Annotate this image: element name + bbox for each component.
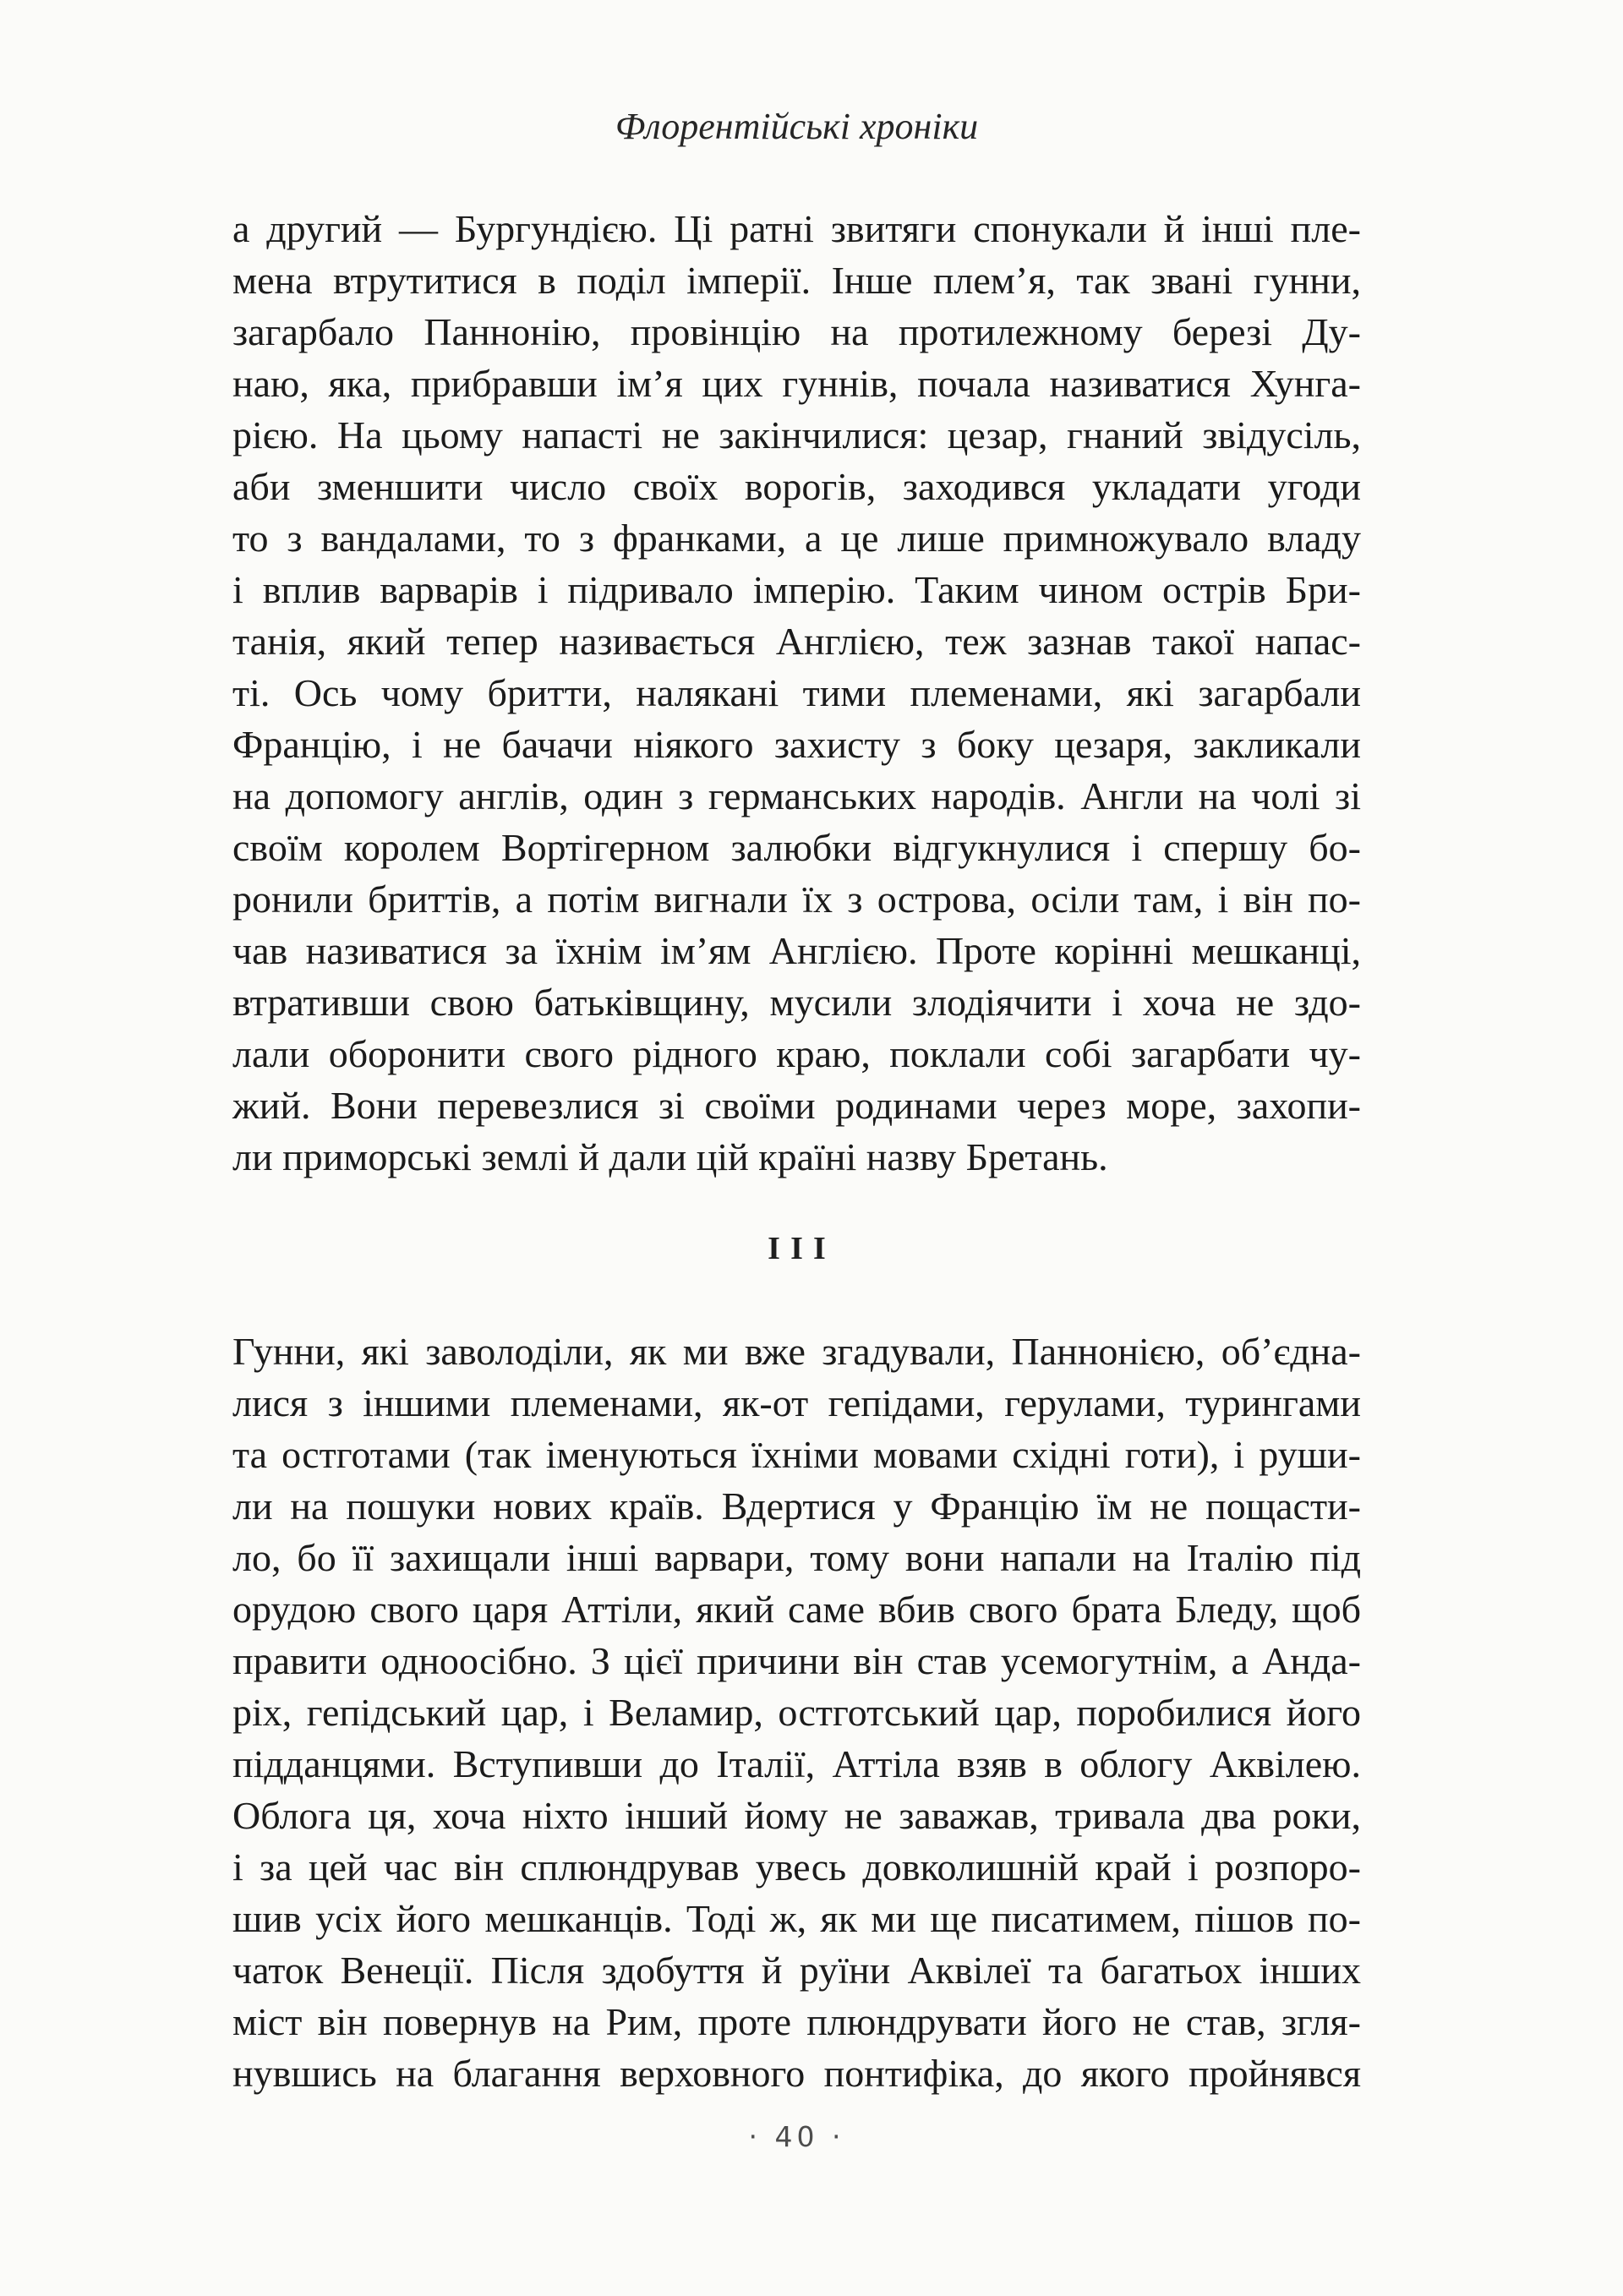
running-header: Флорентійські хроніки xyxy=(615,106,979,147)
text-line: міст він повернув на Рим, проте плюндрувати його не став, згля- xyxy=(232,2000,1361,2043)
text-line: ло, бо її захищали інші варвари, тому вони напали на Італію під xyxy=(232,1536,1361,1579)
text-line: чаток Венеції. Після здобуття й руїни Аквілеї та багатьох інших xyxy=(232,1949,1361,1992)
text-line: Облога ця, хоча ніхто інший йому не заважав, тривала два роки, xyxy=(232,1794,1361,1837)
text-line: і за цей час він сплюндрував увесь довколишній край і розпоро- xyxy=(232,1845,1361,1889)
text-line: ли приморські землі й дали цій країні назву Бретань. xyxy=(232,1135,1108,1178)
text-line: лися з іншими племенами, як-от гепідами, герулами, турингами xyxy=(232,1381,1361,1424)
text-line: Гунни, які заволоділи, як ми вже згадували, Паннонією, об’єдна- xyxy=(232,1330,1361,1373)
text-line: ріх, гепідський цар, і Веламир, остготський цар, поробилися його xyxy=(232,1691,1361,1734)
text-line: а другий — Бургундією. Ці ратні звитяги спонукали й інші пле- xyxy=(232,207,1361,250)
section-heading: III xyxy=(768,1231,836,1266)
text-line: ли на пошуки нових країв. Вдертися у Францію їм не пощасти- xyxy=(232,1484,1361,1528)
text-line: чав називатися за їхнім ім’ям Англією. Проте корінні мешканці, xyxy=(232,929,1361,972)
text-line: шив усіх його мешканців. Тоді ж, як ми ще писатимем, пішов по- xyxy=(232,1897,1361,1940)
text-line: і вплив варварів і підривало імперію. Таким чином острів Бри- xyxy=(232,568,1361,611)
text-line: підданцями. Вступивши до Італії, Аттіла взяв в облогу Аквілею. xyxy=(232,1742,1361,1785)
text-line: на допомогу англів, один з германських народів. Англи на чолі зі xyxy=(232,774,1361,817)
text-line: орудою свого царя Аттіли, який саме вбив свого брата Бледу, щоб xyxy=(232,1588,1361,1631)
text-line: аби зменшити число своїх ворогів, заходився укладати угоди xyxy=(232,465,1361,508)
text-line: то з вандалами, то з франками, а це лише примножувало владу xyxy=(232,517,1361,560)
text-line: жий. Вони перевезлися зі своїми родинами через море, захопи- xyxy=(232,1084,1361,1127)
text-line: втративши свою батьківщину, мусили злодіячити і хоча не здо- xyxy=(232,981,1361,1024)
paragraph-2 xyxy=(232,1326,1361,2099)
text-line: наю, яка, прибравши ім’я цих гуннів, почала називатися Хунга- xyxy=(232,362,1361,405)
text-line: нувшись на благання верховного понтифіка, до якого пройнявся xyxy=(232,2052,1361,2095)
text-line: Францію, і не бачачи ніякого захисту з боку цезаря, закликали xyxy=(232,723,1361,766)
text-line: лали оборонити свого рідного краю, поклали собі загарбати чу- xyxy=(232,1032,1361,1075)
text-line: та остготами (так іменуються їхніми мовами східні готи), і руши- xyxy=(232,1433,1361,1476)
text-line: танія, який тепер називається Англією, теж зазнав такої напас- xyxy=(232,620,1361,663)
text-line: загарбало Паннонію, провінцію на протилежному березі Ду- xyxy=(232,310,1361,353)
text-line: своїм королем Вортігерном залюбки відгукнулися і спершу бо- xyxy=(232,826,1361,869)
text-line: ронили бриттів, а потім вигнали їх з острова, осіли там, і він по- xyxy=(232,877,1361,921)
text-line: мена втрутитися в поділ імперії. Інше плем’я, так звані гунни, xyxy=(232,259,1361,302)
page-number: · 40 · xyxy=(748,2120,845,2153)
paragraph-1 xyxy=(232,203,1361,1183)
text-line: рією. На цьому напасті не закінчилися: цезар, гнаний звідусіль, xyxy=(232,413,1361,456)
text-line: правити одноосібно. З цієї причини він став усемогутнім, а Анда- xyxy=(232,1639,1361,1682)
text-line: ті. Ось чому бритти, налякані тими племенами, які загарбали xyxy=(232,671,1361,714)
